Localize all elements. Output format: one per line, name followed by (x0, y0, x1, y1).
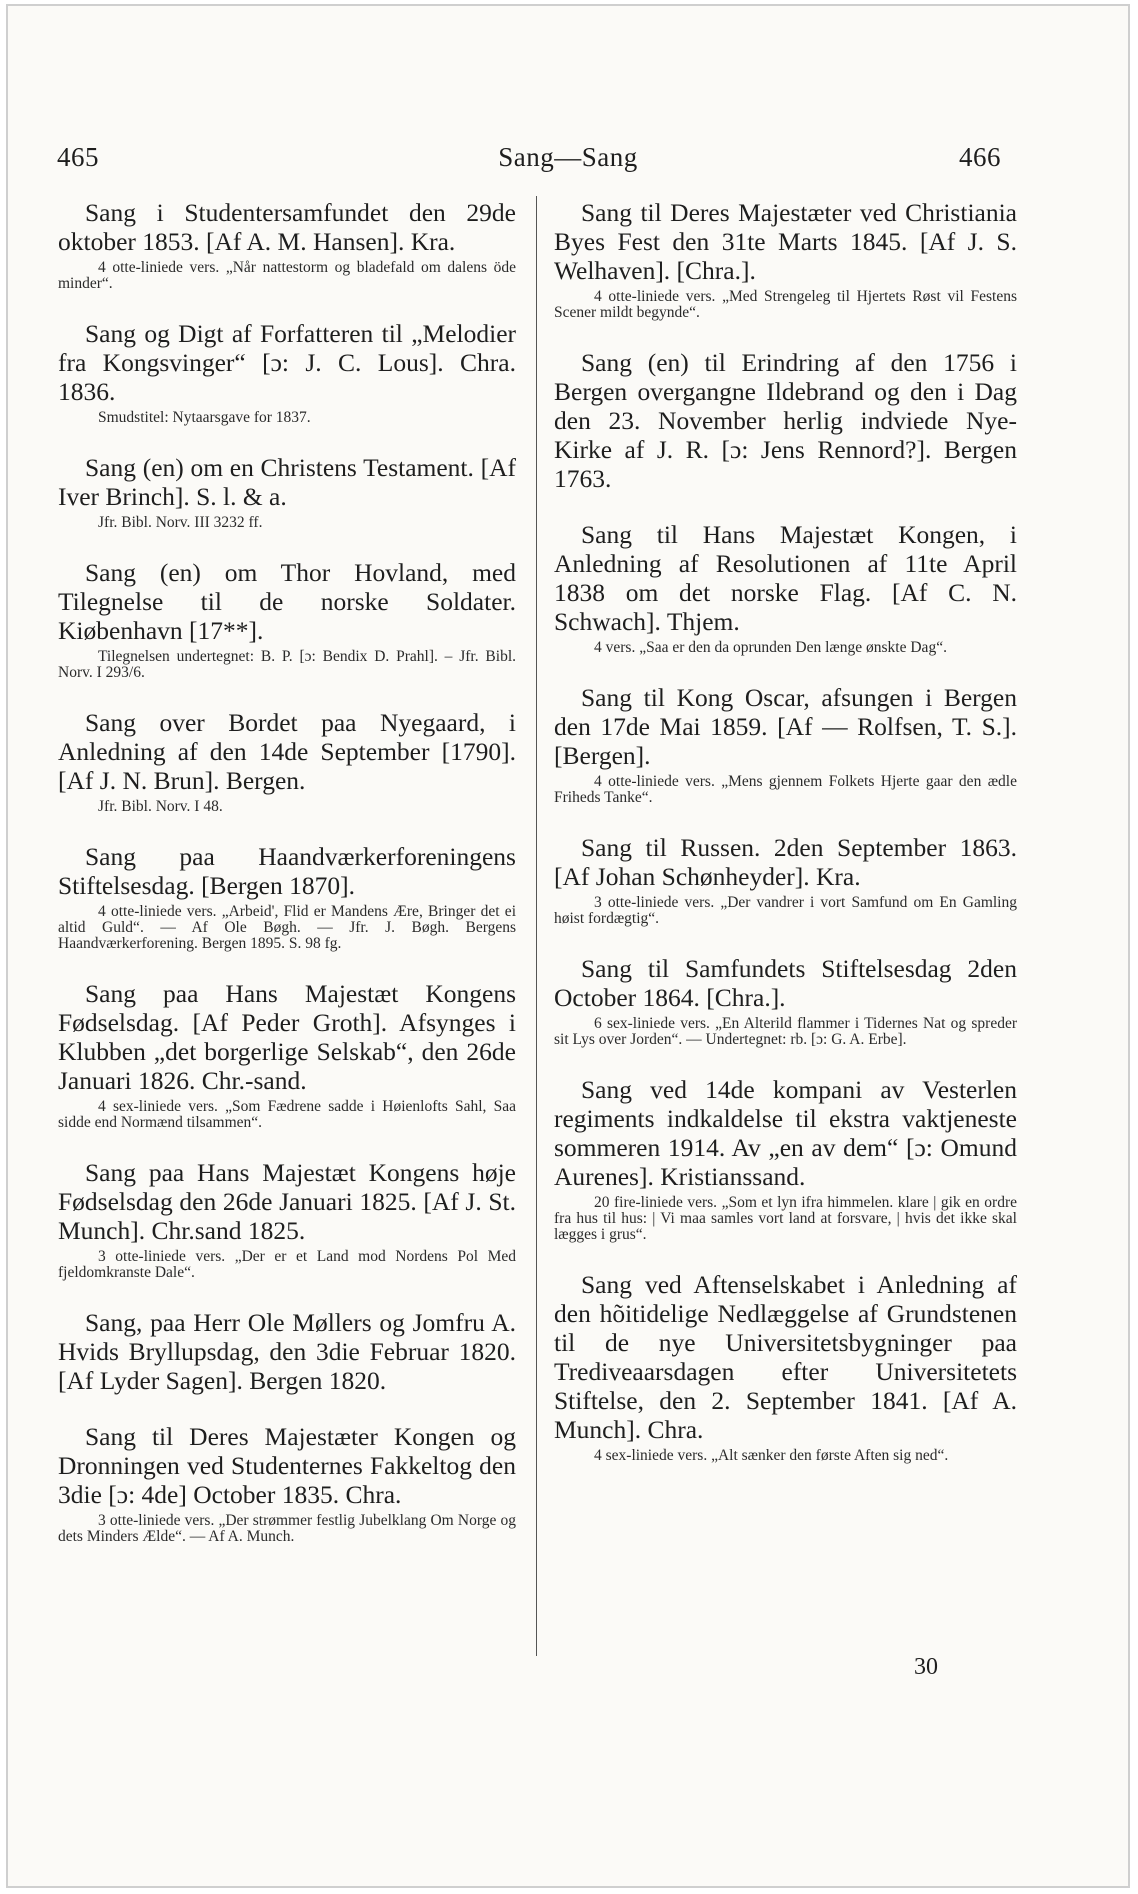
bibliography-entry (554, 198, 1017, 321)
bibliography-entry (58, 1422, 516, 1545)
entry-title: Sang til Deres Majestæter ved Christiania Byes Fest den 31te Marts 1845. [Af J. S. Welhaven]. [Chra.]. (554, 198, 1017, 285)
entry-note: 3 otte-liniede vers. „Der strømmer festlig Jubelklang Om Norge og dets Minders Ælde“. — Af A. Munch. (58, 1512, 516, 1545)
right-column (554, 198, 1017, 1491)
entry-title: Sang til Kong Oscar, afsungen i Bergen den 17de Mai 1859. [Af — Rolfsen, T. S.]. [Bergen]. (554, 683, 1017, 770)
bibliography-entry (58, 453, 516, 531)
entry-title: Sang paa Hans Majestæt Kongens Fødselsdag. [Af Peder Groth]. Afsynges i Klubben „det borgerlige Selskab“, den 26de Januari 1826. Chr.-sand. (58, 979, 516, 1095)
bibliography-entry (554, 1075, 1017, 1243)
entry-note: Tilegnelsen undertegnet: B. P. [ɔ: Bendix D. Prahl]. – Jfr. Bibl. Norv. I 293/6. (58, 648, 516, 681)
entry-note: 4 otte-liniede vers. „Mens gjennem Folkets Hjerte gaar den ædle Friheds Tanke“. (554, 773, 1017, 806)
bibliography-entry (554, 833, 1017, 927)
signature-mark: 30 (914, 1654, 938, 1680)
entry-title: Sang i Studentersamfundet den 29de oktober 1853. [Af A. M. Hansen]. Kra. (58, 198, 516, 256)
bibliography-entry (58, 198, 516, 292)
page-number-left: 465 (57, 142, 99, 172)
bibliography-entry (554, 520, 1017, 656)
bibliography-entry (554, 683, 1017, 806)
entry-title: Sang (en) til Erindring af den 1756 i Bergen overgangne Ildebrand og den i Dag den 23. November herlig indviede Nye-Kirke af J. R. [ɔ: Jens Rennord?]. Bergen 1763. (554, 348, 1017, 493)
bibliography-entry (554, 1270, 1017, 1464)
entry-title: Sang, paa Herr Ole Møllers og Jomfru A. Hvids Bryllupsdag, den 3die Februar 1820. [Af Lyder Sagen]. Bergen 1820. (58, 1308, 516, 1395)
entry-note: 4 otte-liniede vers. „Arbeid', Flid er Mandens Ære, Bringer det ei altid Guld“. — Af Ole Bøgh. — Jfr. J. Bøgh. Bergens Haandværkerforening. Bergen 1895. S. 98 fg. (58, 903, 516, 952)
bibliography-entry (58, 979, 516, 1131)
entry-note: Jfr. Bibl. Norv. I 48. (98, 798, 223, 815)
entry-title: Sang til Deres Majestæter Kongen og Dronningen ved Studenternes Fakkeltog den 3die [ɔ: 4de] October 1835. Chra. (58, 1422, 516, 1509)
entry-note: 4 sex-liniede vers. „Alt sænker den første Aften sig ned“. (594, 1447, 949, 1464)
entry-title: Sang (en) om Thor Hovland, med Tilegnelse til de norske Soldater. Kiøbenhavn [17**]. (58, 558, 516, 645)
entry-note: Jfr. Bibl. Norv. III 3232 ff. (98, 514, 263, 531)
entry-title: Sang over Bordet paa Nyegaard, i Anledning af den 14de September [1790]. [Af J. N. Brun]. Bergen. (58, 708, 516, 795)
book-page (6, 4, 1130, 1888)
entry-note: 3 otte-liniede vers. „Der vandrer i vort Samfund om En Gamling høist fordægtig“. (554, 894, 1017, 927)
entry-title: Sang paa Hans Majestæt Kongens høje Fødselsdag den 26de Januari 1825. [Af J. St. Munch]. Chr.sand 1825. (58, 1158, 516, 1245)
bibliography-entry (554, 954, 1017, 1048)
entry-note: 4 otte-liniede vers. „Når nattestorm og bladefald om dalens öde minder“. (58, 259, 516, 292)
entry-title: Sang ved 14de kompani av Vesterlen regiments indkaldelse til ekstra vaktjeneste sommeren 1914. Av „en av dem“ [ɔ: Omund Aurenes]. Kristianssand. (554, 1075, 1017, 1191)
bibliography-entry (58, 842, 516, 952)
entry-note: 4 otte-liniede vers. „Med Strengeleg til Hjertets Røst vil Festens Scener mildt begynde“. (554, 288, 1017, 321)
entry-note: 3 otte-liniede vers. „Der er et Land mod Nordens Pol Med fjeldomkranste Dale“. (58, 1248, 516, 1281)
running-title: Sang—Sang (498, 142, 638, 172)
entry-title: Sang ved Aftenselskabet i Anledning af den hõitidelige Nedlæggelse af Grundstenen til de nye Universitetsbygninger paa Trediveaarsdagen efter Universitetets Stiftelse, den 2. September 1841. [Af A. Munch]. Chra. (554, 1270, 1017, 1444)
entry-note: 4 sex-liniede vers. „Som Fædrene sadde i Høienlofts Sahl, Saa sidde end Normænd tilsammen“. (58, 1098, 516, 1131)
entry-note: 6 sex-liniede vers. „En Alterild flammer i Tidernes Nat og spreder sit Lys over Jorden“. — Undertegnet: rb. [ɔ: G. A. Erbe]. (554, 1015, 1017, 1048)
bibliography-entry (58, 708, 516, 815)
entry-note: 4 vers. „Saa er den da oprunden Den længe ønskte Dag“. (594, 639, 947, 656)
entry-note: Smudstitel: Nytaarsgave for 1837. (98, 409, 311, 426)
entry-title: Sang til Samfundets Stiftelsesdag 2den October 1864. [Chra.]. (554, 954, 1017, 1012)
bibliography-entry (58, 319, 516, 426)
bibliography-entry (58, 1158, 516, 1281)
bibliography-entry (58, 1308, 516, 1395)
page-number-right: 466 (959, 142, 1001, 172)
entry-title: Sang til Hans Majestæt Kongen, i Anledning af Resolutionen af 11te April 1838 om det norske Flag. [Af C. N. Schwach]. Thjem. (554, 520, 1017, 636)
bibliography-entry (58, 558, 516, 681)
bibliography-entry (554, 348, 1017, 493)
entry-title: Sang og Digt af Forfatteren til „Melodier fra Kongsvinger“ [ɔ: J. C. Lous]. Chra. 1836. (58, 319, 516, 406)
left-column (58, 198, 516, 1572)
entry-title: Sang til Russen. 2den September 1863. [Af Johan Schønheyder]. Kra. (554, 833, 1017, 891)
column-divider (536, 196, 537, 1656)
entry-title: Sang (en) om en Christens Testament. [Af Iver Brinch]. S. l. & a. (58, 453, 516, 511)
entry-title: Sang paa Haandværkerforeningens Stiftelsesdag. [Bergen 1870]. (58, 842, 516, 900)
entry-note: 20 fire-liniede vers. „Som et lyn ifra himmelen. klare | gik en ordre fra hus til hus: | Vi maa samles vort land at forsvare, | hvis det ikke skal lægges i grus“. (554, 1194, 1017, 1243)
